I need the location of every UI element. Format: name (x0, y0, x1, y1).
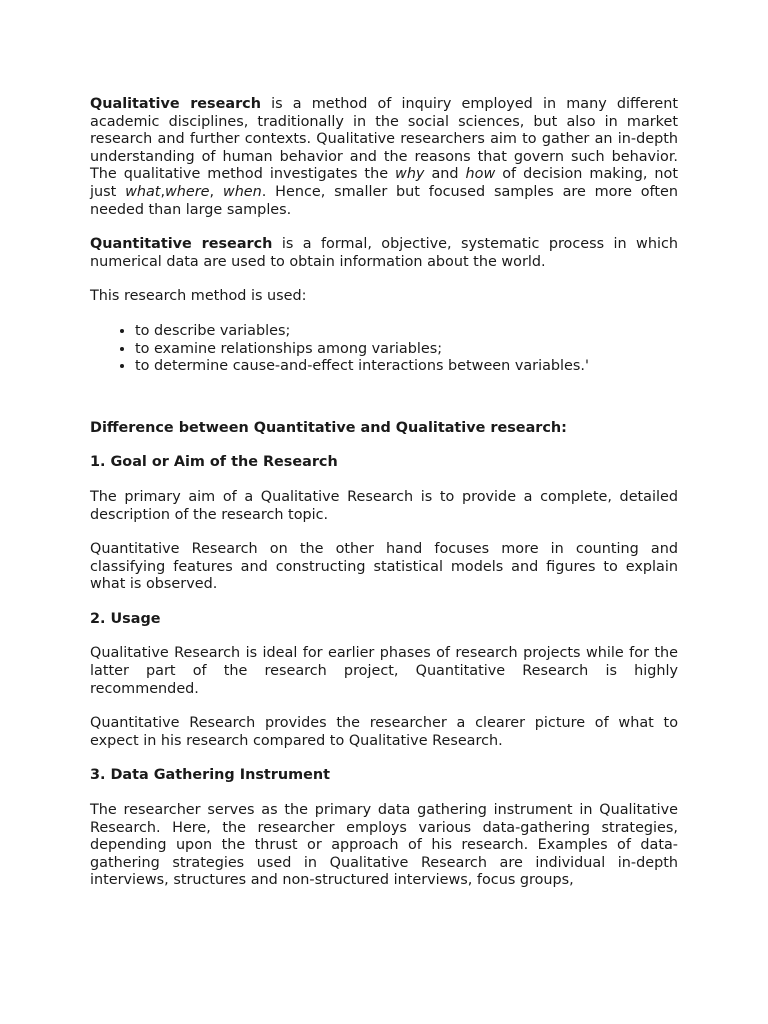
quantitative-definition (90, 236, 678, 271)
qualitative-definition (90, 96, 678, 219)
section-spacer (90, 393, 678, 420)
section-paragraph: Quantitative Research on the other hand focuses more in counting and classifying features and constructing statistical models and figures to explain what is observed. (90, 541, 678, 593)
qualitative-and: and (424, 166, 466, 183)
qualitative-comma-1: , (160, 183, 166, 200)
section-paragraph: The primary aim of a Qualitative Research is to provide a complete, detailed description of the research topic. (90, 488, 678, 523)
emphasis-how: how (465, 166, 496, 183)
section-paragraph: Qualitative Research is ideal for earlier phases of research projects while for the latter part of the research project, Quantitative Research is highly recommended. (90, 645, 678, 697)
section-heading-instrument: 3. Data Gathering Instrument (90, 767, 331, 784)
emphasis-what: what (125, 183, 161, 200)
section-heading-goal: 1. Goal or Aim of the Research (90, 454, 338, 471)
emphasis-where: where (165, 183, 210, 200)
emphasis-why: why (395, 166, 425, 183)
qualitative-text-1: is a method of inquiry employed in many different academic disciplines, traditionally in the social sciences, but also in market research and further contexts. Qualitative researchers aim to gather an in-depth understanding of human behavior and the reasons that govern such behavior. The qualitative method investigates the (90, 96, 678, 183)
section-heading-usage: 2. Usage (90, 610, 161, 627)
qualitative-comma-2: , (209, 183, 223, 200)
list-item: • to determine cause-and-effect interactions between variables.' (135, 358, 678, 376)
section-paragraph: Quantitative Research provides the researcher a clearer picture of what to expect in his research compared to Qualitative Research. (90, 715, 678, 749)
quantitative-text: is a formal, objective, systematic process in which numerical data are used to obtain information about the world. (90, 236, 678, 270)
uses-list (90, 323, 678, 376)
emphasis-when: when (222, 183, 262, 200)
quantitative-term: Quantitative research (90, 236, 273, 253)
section-paragraph: The researcher serves as the primary data gathering instrument in Qualitative Research. Here, the researcher employs various data-gathering strategies, depending upon the thrust or approach of his research. Examples of data-gathering strategies used in Qualitative Research are individual in-depth interviews, structures and non-structured interviews, focus groups, (90, 802, 678, 889)
document-page (90, 96, 678, 890)
difference-title: Difference between Quantitative and Qualitative research: (90, 419, 567, 436)
qualitative-text-3: . Hence, smaller but focused samples are more often needed than large samples. (90, 183, 678, 218)
list-item: • to describe variables; (135, 323, 678, 341)
qualitative-text-2: of decision making, not just (90, 166, 678, 200)
list-item: • to examine relationships among variables; (135, 341, 678, 359)
qualitative-term: Qualitative research (90, 96, 261, 112)
method-intro: This research method is used: (90, 288, 307, 305)
